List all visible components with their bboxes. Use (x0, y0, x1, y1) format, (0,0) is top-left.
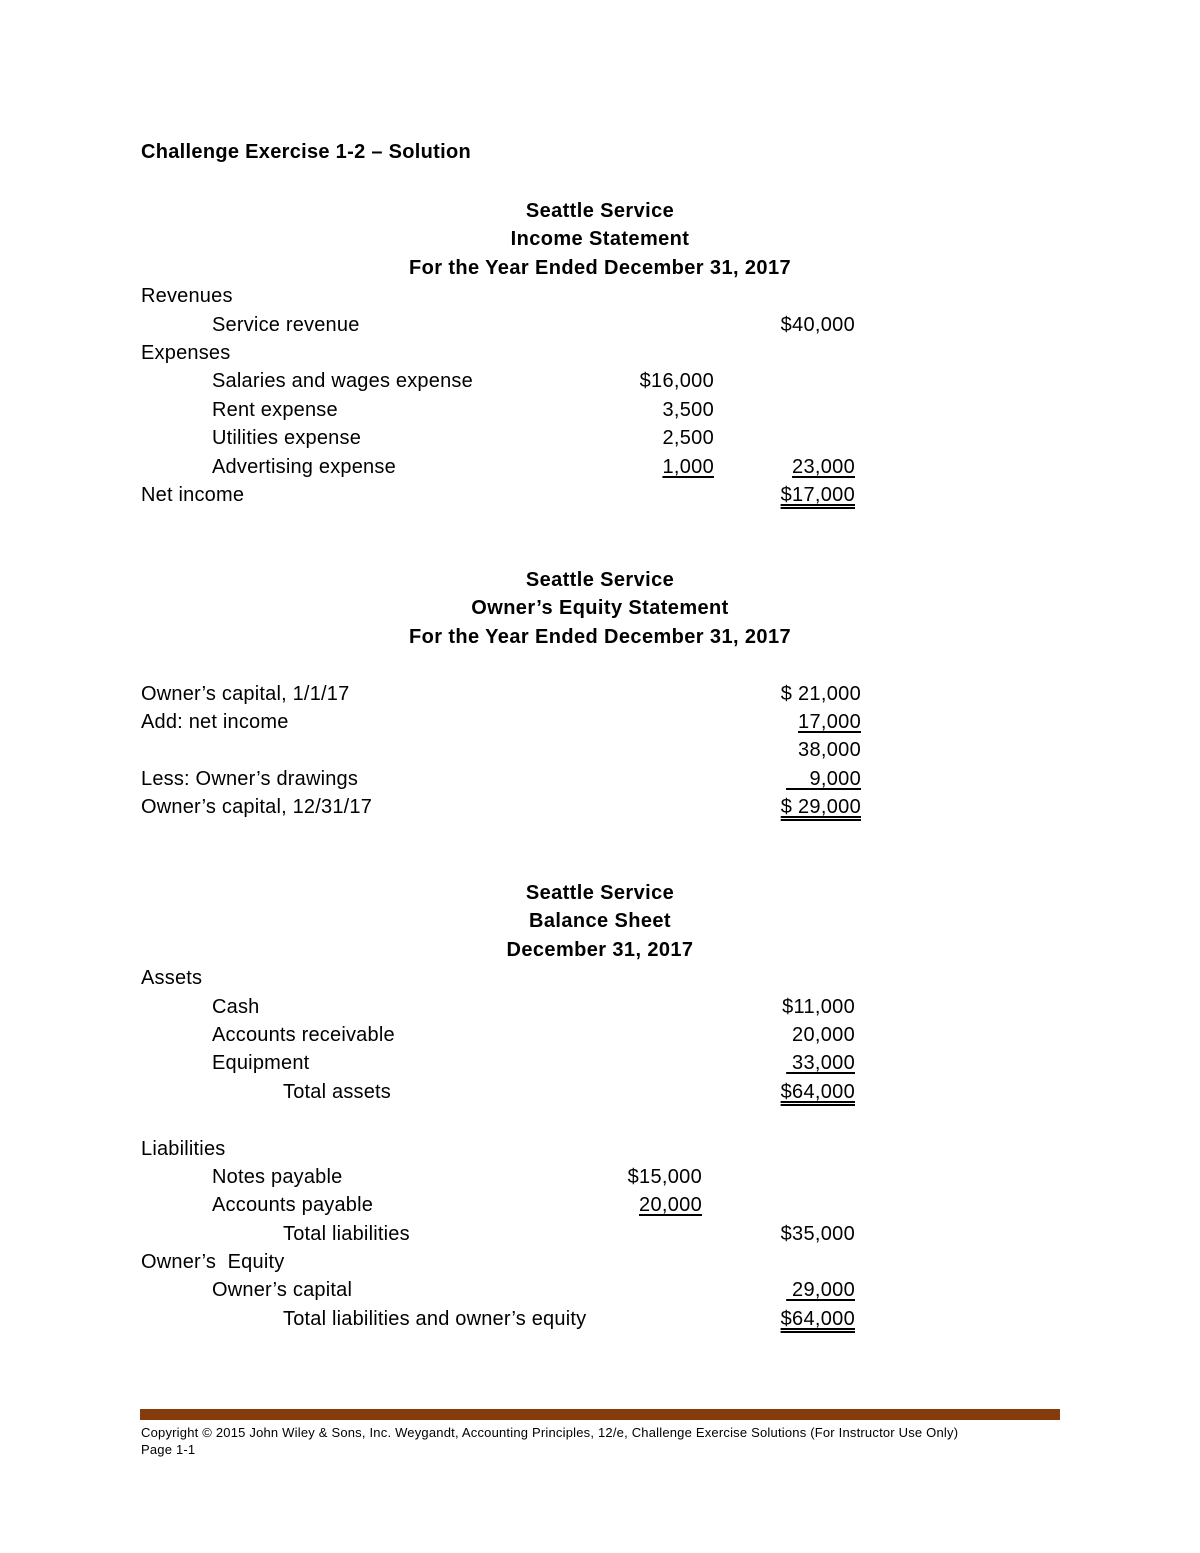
equity-row-label: Owner’s capital, 12/31/17 (141, 796, 373, 819)
spacer-row (0, 1106, 1200, 1134)
liability-row (0, 1191, 1200, 1219)
equity-row (0, 736, 1200, 764)
footer (141, 1424, 1061, 1458)
balance-statement-title: Balance Sheet (529, 910, 671, 933)
expense-label: Salaries and wages expense (212, 370, 473, 393)
equity-row (0, 708, 1200, 736)
equity-row (0, 680, 1200, 708)
income-period: For the Year Ended December 31, 2017 (409, 256, 791, 279)
asset-amount-underlined (786, 1049, 855, 1077)
liability-amount: 20,000 (639, 1194, 702, 1217)
liabilities-header-row (0, 1135, 1200, 1163)
income-company-name: Seattle Service (525, 200, 675, 222)
service-revenue-row (0, 311, 1200, 339)
owners-equity-statement (0, 566, 1200, 822)
page-title: Challenge Exercise 1-2 – Solution (141, 141, 472, 163)
equity-row (0, 765, 1200, 793)
liability-label: Accounts payable (212, 1194, 374, 1217)
owners-capital-amount-underlined (786, 1276, 855, 1304)
total-expenses-amount: 23,000 (792, 455, 855, 478)
equity-row-label: Owner’s capital, 1/1/17 (141, 682, 350, 705)
spacer-row (0, 651, 1200, 679)
drawings-amount: 9,000 (809, 767, 861, 790)
liability-amount: $15,000 (627, 1165, 702, 1188)
footer-page-number: Page 1-1 (141, 1442, 196, 1457)
equity-row-amount: $ 29,000 (780, 796, 861, 819)
asset-row (0, 1021, 1200, 1049)
total-assets-row (0, 1078, 1200, 1106)
equity-row-amount: 38,000 (798, 739, 861, 762)
asset-label: Cash (212, 995, 260, 1018)
owners-equity-header-row (0, 1248, 1200, 1276)
total-assets-label: Total assets (283, 1080, 392, 1103)
equity-row-amount: $ 21,000 (780, 682, 861, 705)
net-income-label: Net income (141, 483, 245, 506)
expense-amount: 1,000 (662, 455, 714, 478)
expense-amount: $16,000 (639, 370, 714, 393)
service-revenue-amount: $40,000 (780, 313, 855, 336)
asset-row (0, 993, 1200, 1021)
footer-divider-bar (140, 1409, 1060, 1420)
asset-amount: 20,000 (792, 1023, 855, 1046)
equity-company-name: Seattle Service (525, 569, 675, 591)
equipment-amount: 33,000 (792, 1052, 855, 1075)
expense-row (0, 396, 1200, 424)
expense-row (0, 367, 1200, 395)
expenses-label: Expenses (141, 341, 231, 364)
owners-equity-label: Owner’s Equity (141, 1251, 285, 1274)
expense-row (0, 424, 1200, 452)
balance-sheet (0, 879, 1200, 1333)
revenues-label: Revenues (141, 285, 233, 308)
income-statement-title: Income Statement (510, 228, 690, 251)
total-assets-amount: $64,000 (780, 1080, 855, 1103)
income-statement (0, 197, 1200, 509)
equity-row-label: Less: Owner’s drawings (141, 767, 359, 790)
total-liabilities-row (0, 1220, 1200, 1248)
liability-label: Notes payable (212, 1165, 343, 1188)
owners-capital-amount: 29,000 (792, 1279, 855, 1302)
equity-statement-title: Owner’s Equity Statement (471, 597, 729, 620)
net-income-row (0, 481, 1200, 509)
owners-capital-row (0, 1276, 1200, 1304)
expense-label: Utilities expense (212, 427, 362, 450)
equity-row-label: Add: net income (141, 710, 289, 733)
equity-row-amount: 17,000 (798, 710, 861, 733)
equity-period: For the Year Ended December 31, 2017 (409, 625, 791, 648)
total-liabilities-equity-row (0, 1305, 1200, 1333)
asset-amount: $11,000 (782, 995, 855, 1018)
expenses-header-row (0, 339, 1200, 367)
equity-row-amount-underlined (786, 765, 861, 793)
total-liabilities-amount: $35,000 (780, 1222, 855, 1245)
assets-header-row (0, 964, 1200, 992)
expense-row (0, 453, 1200, 481)
total-liabilities-label: Total liabilities (283, 1222, 410, 1245)
expense-amount: 2,500 (662, 427, 714, 450)
asset-row (0, 1049, 1200, 1077)
assets-label: Assets (141, 967, 203, 990)
liabilities-label: Liabilities (141, 1137, 226, 1160)
liability-row (0, 1163, 1200, 1191)
asset-label: Equipment (212, 1052, 310, 1075)
total-liabilities-equity-amount: $64,000 (780, 1307, 855, 1330)
equity-row (0, 793, 1200, 821)
footer-copyright: Copyright © 2015 John Wiley & Sons, Inc. Weygandt, Accounting Principles, 12/e, Challenge Exercise Solutions (For Instructor Use Only) (141, 1425, 959, 1440)
revenues-header-row (0, 282, 1200, 310)
expense-label: Advertising expense (212, 455, 396, 478)
owners-capital-label: Owner’s capital (212, 1279, 353, 1302)
service-revenue-label: Service revenue (212, 313, 360, 336)
balance-company-name: Seattle Service (525, 882, 675, 904)
balance-period: December 31, 2017 (506, 938, 694, 961)
total-liabilities-equity-label: Total liabilities and owner’s equity (283, 1307, 587, 1330)
net-income-amount: $17,000 (780, 483, 855, 506)
expense-label: Rent expense (212, 398, 338, 421)
asset-label: Accounts receivable (212, 1023, 395, 1046)
expense-amount: 3,500 (662, 398, 714, 421)
